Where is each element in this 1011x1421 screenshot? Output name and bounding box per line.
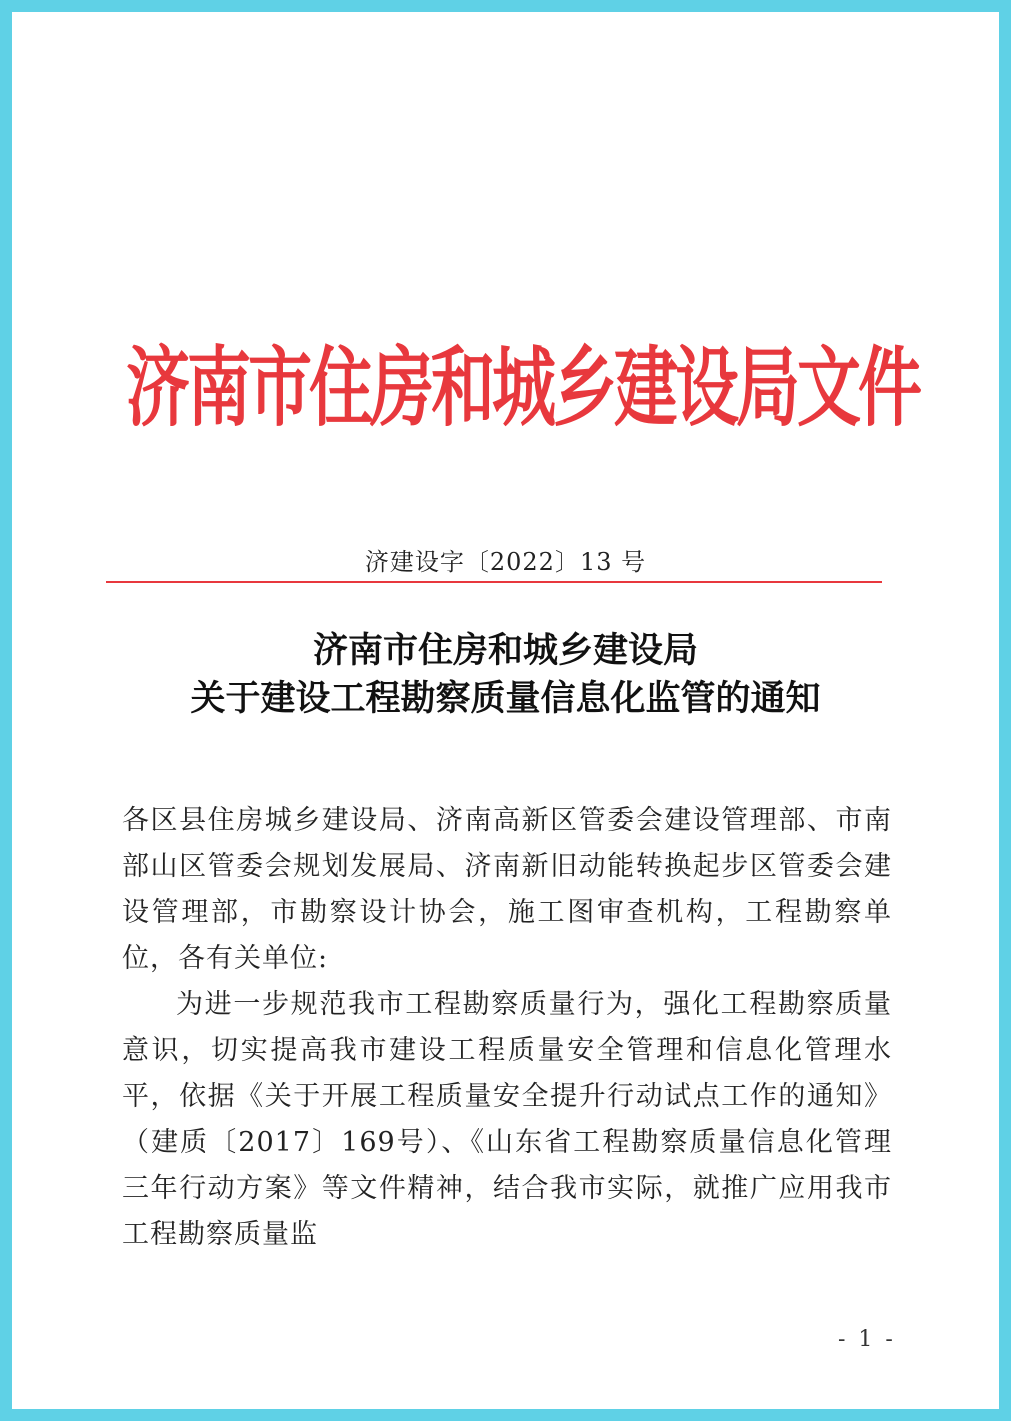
document-number: 济建设字〔2022〕13 号 [364, 548, 647, 576]
document-page [12, 12, 999, 1409]
body-paragraph-1: 为进一步规范我市工程勘察质量行为，强化工程勘察质量意识，切实提高我市建设工程质量安全管理和信息化管理水平，依据《关于开展工程质量安全提升行动试点工作的通知》（建质〔2017〕169号）、《山东省工程勘察质量信息化管理三年行动方案》等文件精神，结合我市实际，就推广应用我市工程勘察质量监 [122, 989, 892, 1250]
notice-title [12, 627, 999, 723]
recipients-paragraph: 各区县住房城乡建设局、济南高新区管委会建设管理部、市南部山区管委会规划发展局、济南新旧动能转换起步区管委会建设管理部，市勘察设计协会，施工图审查机构，工程勘察单位，各有关单位: [122, 805, 892, 974]
red-divider-line [106, 581, 882, 583]
notice-title-line-1: 济南市住房和城乡建设局 [312, 630, 698, 671]
document-body [122, 798, 892, 1258]
red-header-title: 济南市住房和城乡建设局文件 [126, 337, 919, 439]
notice-title-line-2: 关于建设工程勘察质量信息化监管的通知 [190, 678, 821, 719]
page-number: - 1 - [838, 1327, 896, 1352]
